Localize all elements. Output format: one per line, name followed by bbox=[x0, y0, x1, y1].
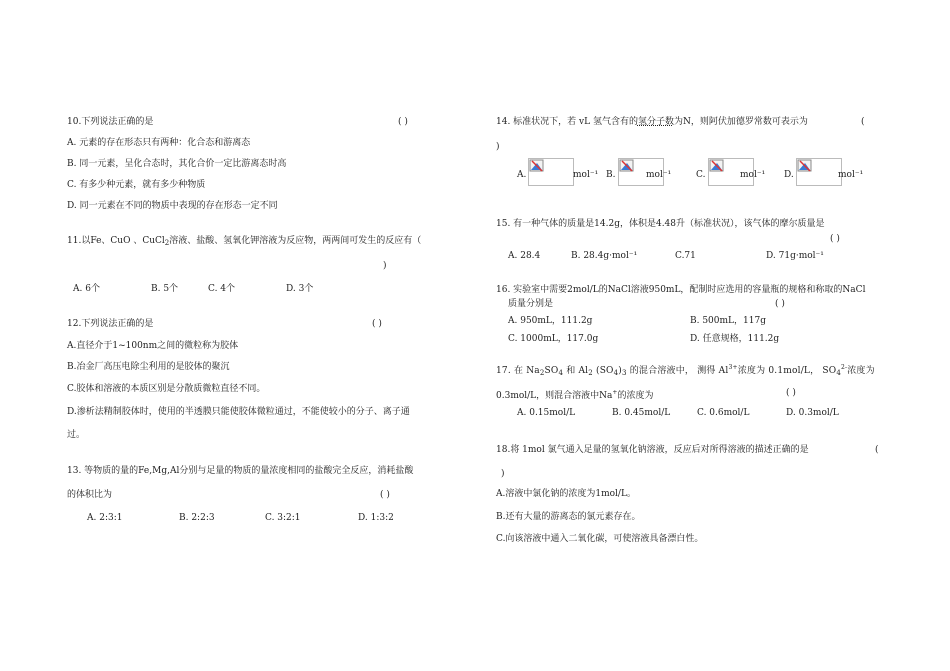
q12-option-c: C.胶体和溶液的本质区别是分散质微粒直径不同。 bbox=[67, 384, 266, 394]
q15-option-c: C.71 bbox=[675, 251, 696, 261]
q16-option-a: A. 950mL，111.2g bbox=[508, 316, 593, 326]
q13-option-b: B. 2:2:3 bbox=[179, 513, 215, 523]
broken-image-icon bbox=[619, 159, 635, 173]
q17-option-c: C. 0.6mol/L bbox=[697, 408, 750, 418]
q14-option-c-unit: mol⁻¹ bbox=[740, 170, 766, 180]
q16-option-b: B. 500mL，117g bbox=[690, 316, 766, 326]
q15-option-d: D. 71g·mol⁻¹ bbox=[766, 251, 824, 261]
q10-option-a: A. 元素的存在形态只有两种：化合态和游离态 bbox=[67, 138, 251, 148]
q14-option-a-unit: mol⁻¹ bbox=[573, 170, 599, 180]
q15-option-b: B. 28.4g·mol⁻¹ bbox=[571, 251, 638, 261]
q11-option-b: B. 5个 bbox=[151, 284, 179, 294]
q12-option-b: B.冶金厂高压电除尘利用的是胶体的聚沉 bbox=[67, 362, 230, 372]
q14-option-b-letter: B. bbox=[606, 170, 616, 180]
q14-option-c-letter: C. bbox=[696, 170, 706, 180]
q17-stem: 17. 在 $Na_2SO_4$ 和 $Al_2$ $(SO_4)_3$ 的混合溶液中， 测得 $Al^{3+}$浓度为 0.1mol/L， $SO_4^{2-}$浓度为 bbox=[496, 364, 875, 377]
broken-image-icon bbox=[709, 159, 725, 173]
q12-option-d: D.渗析法精制胶体时，使用的半透膜只能使胶体微粒通过，不能使较小的分子、离子通 bbox=[67, 407, 410, 417]
q15-option-a: A. 28.4 bbox=[508, 251, 541, 261]
q12-stem: 12.下列说法正确的是 bbox=[67, 319, 154, 329]
q14-paren-close: ) bbox=[496, 142, 500, 152]
q16-answer-paren: ( ) bbox=[775, 299, 785, 309]
q11-option-d: D. 3个 bbox=[286, 284, 314, 294]
q13-stem-line2: 的体积比为 bbox=[67, 490, 113, 500]
q17-option-a: A. 0.15mol/L bbox=[517, 408, 576, 418]
q14-option-a-image bbox=[528, 158, 574, 186]
q17-option-d: D. 0.3mol/L bbox=[786, 408, 839, 418]
q10-option-c: C. 有多少种元素，就有多少种物质 bbox=[67, 180, 206, 190]
q18-paren-close: ) bbox=[501, 469, 505, 479]
q18-option-b: B.还有大量的游离态的氯元素存在。 bbox=[496, 512, 641, 522]
q14-option-b-unit: mol⁻¹ bbox=[646, 170, 672, 180]
q14-paren-open: ( bbox=[861, 117, 865, 127]
q18-paren-open: ( bbox=[875, 445, 879, 455]
q10-option-d: D. 同一元素在不同的物质中表现的存在形态一定不同 bbox=[67, 201, 278, 211]
q17-stem-line2: 0.3mol/L，则混合溶液中Na+的浓度为 bbox=[496, 389, 654, 401]
q16-stem-line2: 质量分别是 bbox=[508, 299, 554, 309]
q14-option-d-unit: mol⁻¹ bbox=[838, 170, 864, 180]
q13-option-c: C. 3:2:1 bbox=[265, 513, 301, 523]
q10-stem: 10.下列说法正确的是 bbox=[67, 117, 154, 127]
q14-stem: 14. 标准状况下，若 vL 氢气含有的氢分子数为N，则阿伏加德罗常数可表示为 bbox=[496, 117, 808, 127]
q13-answer-paren: ( ) bbox=[380, 490, 390, 500]
q12-answer-paren: ( ) bbox=[372, 319, 382, 329]
q17-option-b: B. 0.45mol/L bbox=[612, 408, 671, 418]
q12-option-a: A.直径介于1~100nm之间的微粒称为胶体 bbox=[67, 341, 239, 351]
q14-option-a-letter: A. bbox=[517, 170, 527, 180]
q12-option-d-cont: 过。 bbox=[67, 430, 86, 440]
q15-stem: 15. 有一种气体的质量是14.2g，体积是4.48升（标准状况），该气体的摩尔质量是 bbox=[496, 219, 825, 229]
q15-answer-paren: ( ) bbox=[830, 234, 840, 244]
q17-answer-paren: ( ) bbox=[786, 388, 796, 398]
q16-option-d: D. 任意规格，111.2g bbox=[690, 334, 780, 344]
q13-stem: 13. 等物质的量的Fe,Mg,Al分别与足量的物质的量浓度相同的盐酸完全反应，消耗盐酸 bbox=[67, 466, 414, 476]
q14-option-d-letter: D. bbox=[784, 170, 794, 180]
q14-option-d-image bbox=[796, 158, 842, 186]
q13-option-a: A. 2:3:1 bbox=[87, 513, 123, 523]
q16-stem: 16. 实验室中需要2mol/L的NaCl溶液950mL，配制时应选用的容量瓶的规格和称取的NaCl bbox=[496, 285, 866, 295]
q10-option-b: B. 同一元素，呈化合态时，其化合价一定比游离态时高 bbox=[67, 159, 287, 169]
broken-image-icon bbox=[529, 159, 545, 173]
q11-option-a: A. 6个 bbox=[73, 284, 100, 294]
broken-image-icon bbox=[797, 159, 813, 173]
q18-stem: 18.将 1mol 氯气通入足量的氢氧化钠溶液，反应后对所得溶液的描述正确的是 bbox=[496, 445, 809, 455]
q11-answer-paren: ) bbox=[383, 261, 387, 271]
q13-option-d: D. 1:3:2 bbox=[358, 513, 394, 523]
q11-stem: 11.以Fe、CuO 、CuCl$_2$溶液、盐酸、氢氧化钾溶液为反应物，两两间可发生的反应有（ bbox=[67, 236, 422, 247]
q18-option-a: A.溶液中氯化钠的浓度为1mol/L。 bbox=[496, 489, 636, 499]
q11-option-c: C. 4个 bbox=[208, 284, 236, 294]
q16-option-c: C. 1000mL，117.0g bbox=[508, 334, 599, 344]
q10-answer-paren: ( ) bbox=[398, 117, 408, 127]
q18-option-c: C.向该溶液中通入二氧化碳，可使溶液具备漂白性。 bbox=[496, 534, 704, 544]
